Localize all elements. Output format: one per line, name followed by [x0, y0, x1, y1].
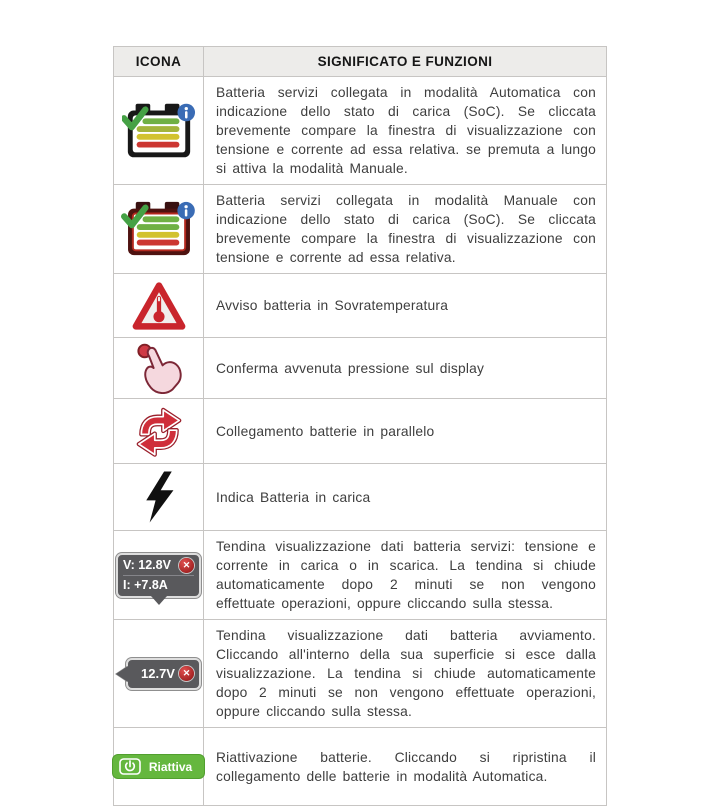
- icon-cell: [114, 464, 204, 530]
- close-icon: ✕: [179, 666, 194, 681]
- meaning-cell: [204, 185, 606, 273]
- table-row: [114, 338, 606, 399]
- icon-legend-table: [113, 46, 607, 806]
- charging-bolt-icon: [142, 468, 176, 526]
- parallel-connection-icon: [132, 403, 186, 459]
- touch-press-icon: [130, 342, 188, 394]
- meaning-text: Avviso batteria in Sovratemperatura: [216, 298, 449, 313]
- meaning-cell: [204, 274, 606, 337]
- service-battery-popup: [116, 553, 201, 598]
- table-row: [114, 464, 606, 531]
- info-icon: [177, 103, 195, 121]
- close-icon: ✕: [179, 558, 194, 573]
- table-header-row: [114, 47, 606, 77]
- icon-cell: [114, 728, 204, 805]
- voltage-value: 12.7V: [141, 666, 175, 681]
- meaning-cell: [204, 338, 606, 398]
- meaning-text: Tendina visualizzazione dati batteria servizi: tensione e corrente in carica o in scarica. La tendina si chiude automaticamente dopo 2 minuti se non vengono effettuate operazioni, oppure cliccando sulla stessa.: [216, 539, 596, 611]
- meaning-cell: [204, 728, 606, 805]
- icon-cell: [114, 77, 204, 184]
- meaning-text: Tendina visualizzazione dati batteria avviamento. Cliccando all'interno della sua superficie si esce dalla visualizzazione. La tendina si chiude automaticamente dopo 2 minuti se non vengono effettuate operazioni, oppure cliccando sulla stessa.: [216, 628, 596, 719]
- voltage-value: V: 12.8V: [123, 557, 171, 572]
- table-row: [114, 728, 606, 805]
- header-significato-label: SIGNIFICATO E FUNZIONI: [317, 54, 493, 69]
- column-header-icona: [114, 47, 204, 76]
- meaning-cell: [204, 620, 606, 727]
- battery-soc-automatic-icon: [122, 100, 196, 162]
- icon-cell: [114, 274, 204, 337]
- icon-cell: [114, 338, 204, 398]
- meaning-cell: [204, 399, 606, 463]
- info-icon: [177, 202, 194, 219]
- reactivate-label: Riattiva: [148, 759, 193, 774]
- meaning-text: Batteria servizi collegata in modalità Manuale con indicazione dello stato di carica (SoC). Se cliccata brevemente compare la finestra di visualizzazione con tensione e corrente ad essa relativa.: [216, 193, 596, 265]
- overtemperature-warning-icon: [131, 281, 187, 331]
- meaning-text: Conferma avvenuta pressione sul display: [216, 360, 485, 376]
- meaning-text: Collegamento batterie in parallelo: [216, 423, 435, 439]
- meaning-cell: [204, 77, 606, 184]
- header-icona-label: ICONA: [135, 54, 182, 69]
- meaning-cell: [204, 464, 606, 530]
- meaning-cell: [204, 531, 606, 619]
- popup-tail: [116, 666, 128, 682]
- starter-battery-popup: [126, 658, 201, 690]
- current-value: I: +7.8A: [123, 577, 168, 592]
- meaning-text: Batteria servizi collegata in modalità Automatica con indicazione dello stato di carica (SoC). Se cliccata brevemente compare la finestra di visualizzazione con tensione e corrente ad essa relativa. se premuta a lungo si attiva la modalità Manuale.: [216, 85, 596, 176]
- table-row: [114, 399, 606, 464]
- popup-tail: [151, 596, 167, 605]
- icon-cell: [114, 185, 204, 273]
- table-row: [114, 185, 606, 274]
- reactivate-button: [112, 754, 205, 779]
- meaning-text: Indica Batteria in carica: [216, 489, 371, 505]
- table-row: [114, 620, 606, 728]
- power-icon: [119, 758, 141, 775]
- table-row: [114, 274, 606, 338]
- icon-cell: [114, 399, 204, 463]
- table-row: [114, 77, 606, 185]
- table-row: [114, 531, 606, 620]
- meaning-text: Riattivazione batterie. Cliccando si ripristina il collegamento delle batterie in modalità Automatica.: [216, 749, 596, 784]
- divider: [123, 575, 194, 576]
- battery-soc-manual-icon: [121, 199, 197, 259]
- column-header-significato: [204, 47, 606, 76]
- icon-cell: [114, 620, 204, 727]
- icon-cell: [114, 531, 204, 619]
